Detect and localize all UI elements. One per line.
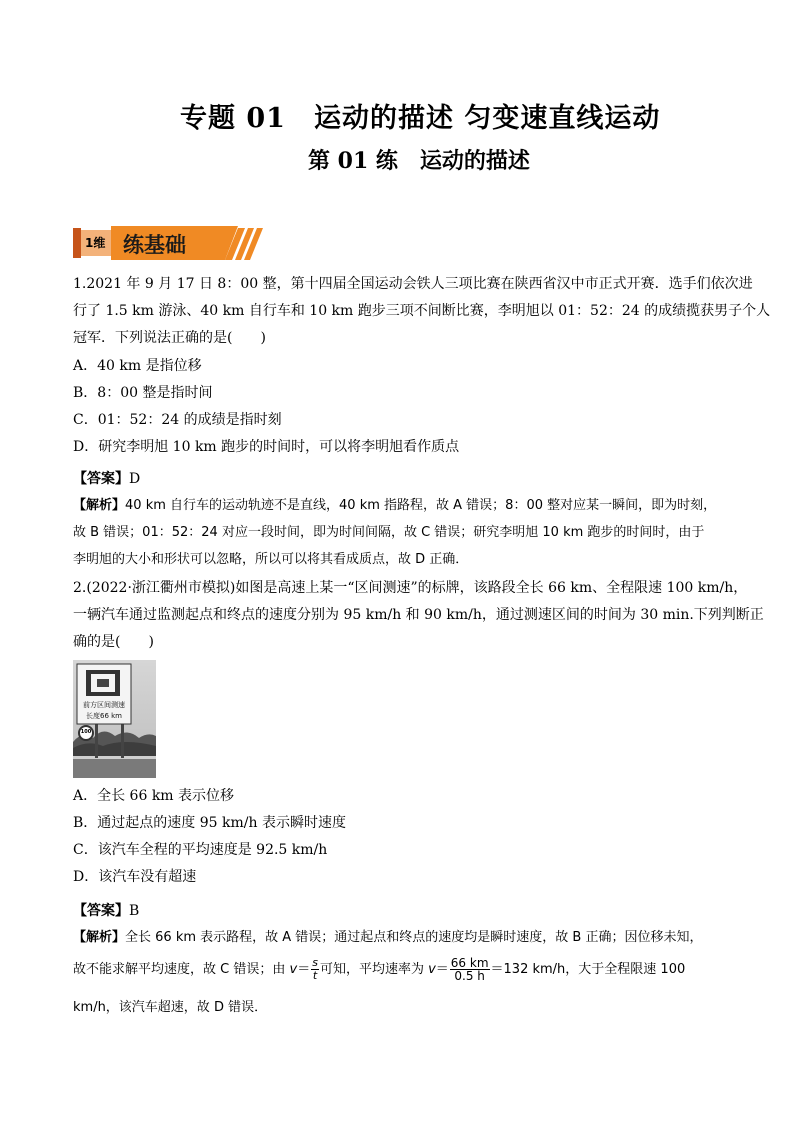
- answer-value: D: [129, 471, 141, 487]
- q2-stem-line: 确的是( ): [73, 634, 154, 650]
- fraction-denominator: 0.5 h: [454, 969, 485, 983]
- page-subtitle: 第 01 练 运动的描述: [308, 148, 530, 174]
- q2-stem-line: 2.(2022·浙江衢州市模拟)如图是高速上某一“区间测速”的标牌，该路段全长 66 km、全程限速 100 km/h，: [73, 580, 748, 596]
- q1-option-d: D．研究李明旭 10 km 跑步的时间时，可以将李明旭看作质点: [73, 439, 460, 455]
- q2-option-a: A．全长 66 km 表示位移: [73, 788, 235, 804]
- speed-limit-sign: 100: [80, 729, 92, 735]
- q2-answer: [73, 901, 139, 921]
- equals-sign: ＝: [435, 962, 449, 977]
- q1-option-b: B．8：00 整是指时间: [73, 385, 213, 401]
- banner-level: 1维: [85, 236, 106, 250]
- q2-stem-line: 一辆汽车通过监测起点和终点的速度分别为 95 km/h 和 90 km/h，通过测速区间的时间为 30 min.下列判断正: [73, 607, 764, 623]
- fraction-numerator: 66 km: [450, 956, 489, 970]
- fraction-numerator: s: [312, 956, 318, 969]
- q1-stem-line: 1.2021 年 9 月 17 日 8：00 整，第十四届全国运动会铁人三项比赛在陕西省汉中市正式开赛．选手们依次进: [73, 276, 753, 292]
- explanation-text: 可知，平均速率为: [319, 962, 429, 977]
- explanation-text: 故不能求解平均速度，故 C 错误；由: [73, 962, 290, 977]
- q1-explanation-line: [73, 496, 716, 516]
- velocity-symbol: v: [289, 962, 298, 977]
- sign-line2: 长度66 km: [85, 712, 122, 720]
- q2-explanation-line: [73, 928, 703, 948]
- q2-option-c: C．该汽车全程的平均速度是 92.5 km/h: [73, 842, 328, 858]
- q1-explanation-line: 李明旭的大小和形状可以忽略，所以可以将其看成质点，故 D 正确．: [73, 552, 469, 567]
- answer-tag: 【答案】: [73, 471, 129, 487]
- page-title: 专题 01 运动的描述 匀变速直线运动: [180, 103, 661, 134]
- explanation-text: ＝132 km/h，大于全程限速 100: [490, 962, 686, 977]
- q1-stem-line: 行了 1.5 km 游泳、40 km 自行车和 10 km 跑步三项不间断比赛，李明旭以 01：52：24 的成绩揽获男子个人: [73, 303, 771, 319]
- explanation-tag: 【解析】: [73, 930, 126, 945]
- explanation-text: 全长 66 km 表示路程，故 A 错误；通过起点和终点的速度均是瞬时速度，故 B 正确；因位移未知，: [125, 930, 703, 945]
- q1-option-a: A．40 km 是指位移: [73, 358, 202, 374]
- speed-fraction: [450, 957, 490, 982]
- q1-option-c: C．01：52：24 的成绩是指时刻: [73, 412, 282, 428]
- answer-value: B: [129, 903, 140, 919]
- q2-explanation-line: [73, 956, 685, 984]
- equals-sign: ＝: [297, 962, 311, 977]
- sign-line1: 前方区间测速: [83, 701, 125, 709]
- q1-answer: [73, 469, 140, 489]
- q2-option-d: D．该汽车没有超速: [73, 869, 197, 885]
- road-sign-photo: [73, 660, 156, 778]
- answer-tag: 【答案】: [73, 903, 129, 919]
- section-banner: [73, 222, 263, 264]
- fraction-denominator: t: [312, 969, 318, 982]
- velocity-fraction: [311, 957, 319, 982]
- q2-option-b: B．通过起点的速度 95 km/h 表示瞬时速度: [73, 815, 346, 831]
- q1-explanation-line: 故 B 错误；01：52：24 对应一段时间，即为时间间隔，故 C 错误；研究李明旭 10 km 跑步的时间时，由于: [73, 525, 705, 540]
- velocity-symbol: v: [428, 962, 436, 977]
- q1-stem-line: 冠军．下列说法正确的是( ): [73, 330, 266, 346]
- explanation-text: 40 km 自行车的运动轨迹不是直线，40 km 指路程，故 A 错误；8：00 整对应某一瞬间，即为时刻，: [125, 498, 717, 513]
- explanation-tag: 【解析】: [73, 498, 126, 513]
- q2-explanation-line: km/h，该汽车超速，故 D 错误．: [73, 1000, 268, 1015]
- banner-text: 练基础: [123, 233, 186, 257]
